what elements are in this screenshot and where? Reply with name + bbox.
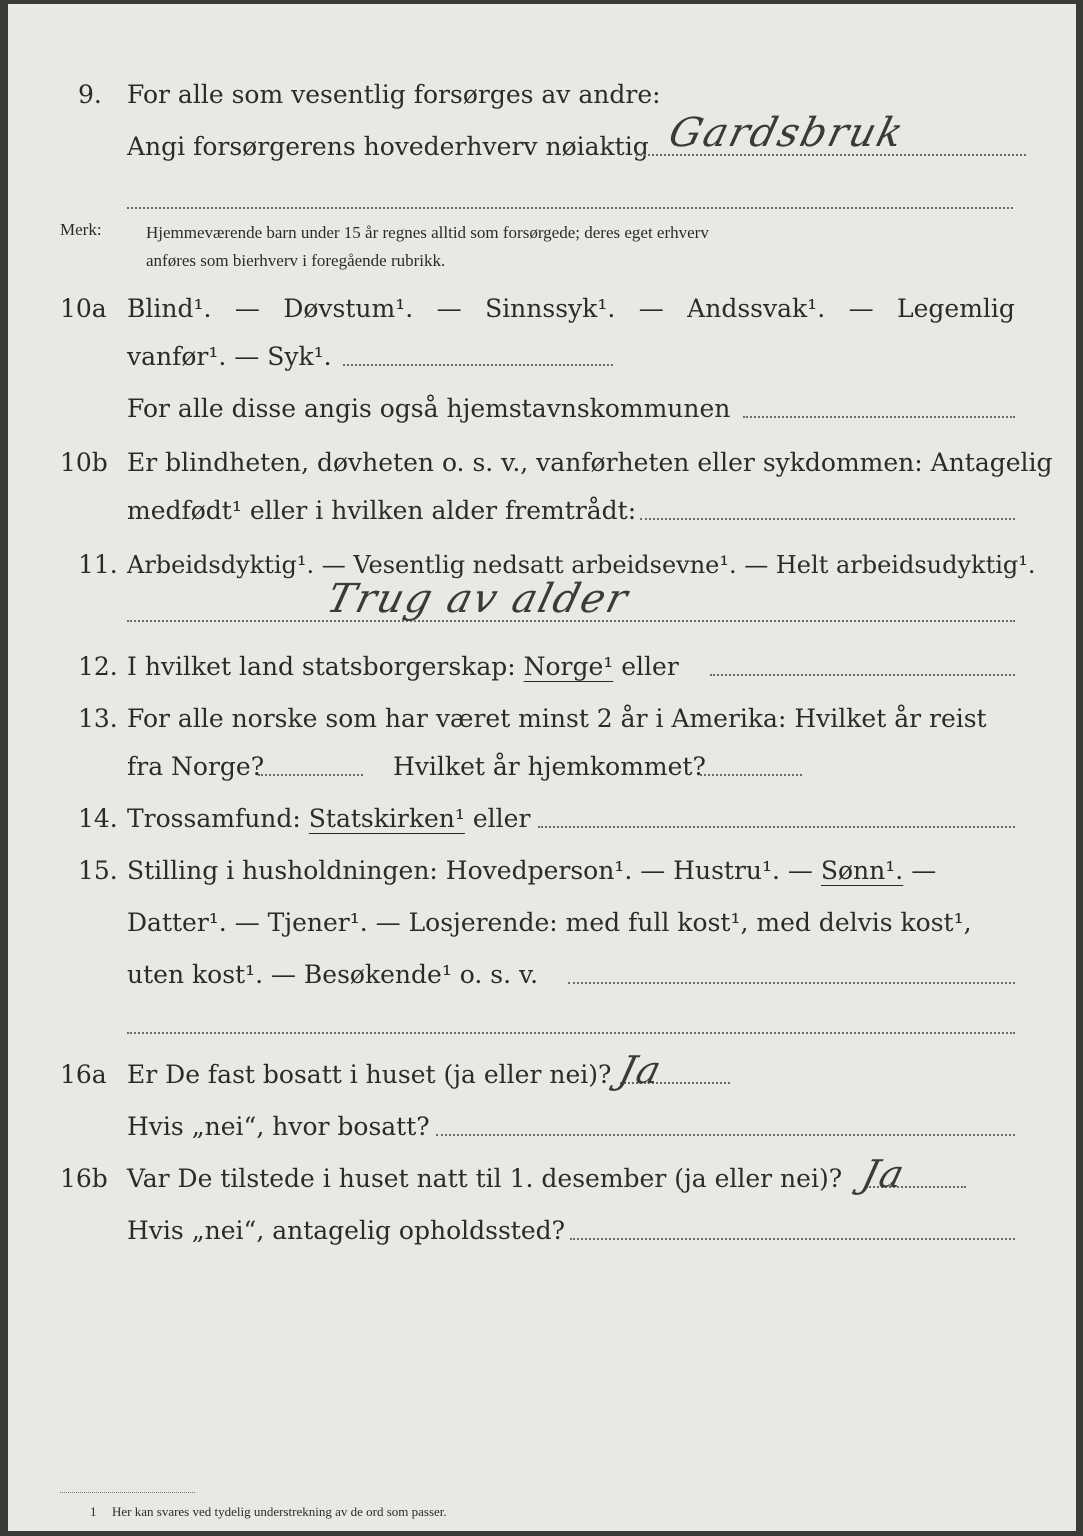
q10a-sinnssyk: Sinnssyk¹. [485, 294, 616, 323]
q10a-dash2: — [436, 294, 462, 323]
q10a-legemlig: Legemlig [897, 294, 1015, 323]
q15-line1a: Stilling i husholdningen: Hovedperson¹. — Hustru¹. — [127, 856, 813, 885]
q15-extra-line[interactable] [127, 1032, 1015, 1034]
q12-answer-line[interactable] [710, 674, 1015, 676]
q16b-opholdssted-line[interactable] [570, 1238, 1015, 1240]
q14-number: 14. [78, 804, 118, 833]
q13-number: 13. [78, 704, 118, 733]
q14-statskirken: Statskirken¹ [308, 804, 465, 833]
q10a-line1 [127, 294, 1015, 324]
q13-hjemkommet-line[interactable] [700, 774, 802, 776]
q14-line [127, 804, 530, 834]
q14-suffix: eller [472, 804, 531, 833]
q10a-dovstum: Døvstum¹. [283, 294, 414, 323]
q9-handwritten-answer: Gardsbruk [664, 110, 910, 156]
q15-answer-line[interactable] [568, 982, 1015, 984]
q15-line3: uten kost¹. — Besøkende¹ o. s. v. [127, 960, 539, 989]
q16b-line2: Hvis „nei“, antagelig opholdssted? [127, 1216, 566, 1245]
q16a-number: 16a [60, 1060, 107, 1089]
q10a-line2: vanfør¹. — Syk¹. [127, 342, 332, 371]
q13-line2a: fra Norge? [127, 752, 265, 781]
q9-line2: Angi forsørgerens hovederhverv nøiaktig [127, 132, 649, 161]
q16a-line2: Hvis „nei“, hvor bosatt? [127, 1112, 430, 1141]
q15-line2: Datter¹. — Tjener¹. — Losjerende: med full kost¹, med delvis kost¹, [127, 908, 972, 937]
q12-line [127, 652, 679, 682]
merk-line1: Hjemmeværende barn under 15 år regnes alltid som forsørgede; deres eget erhverv [146, 223, 709, 242]
q14-answer-line[interactable] [538, 826, 1015, 828]
q10b-line1: Er blindheten, døvheten o. s. v., vanførheten eller sykdommen: Antagelig [127, 448, 1053, 477]
q16b-number: 16b [60, 1164, 108, 1193]
q12-suffix: eller [621, 652, 679, 681]
q15-number: 15. [78, 856, 118, 885]
q16a-handwritten-answer: Ja [614, 1048, 668, 1092]
q15-sonn: Sønn¹. [820, 856, 904, 885]
merk-label: Merk: [60, 220, 102, 239]
q10a-dash1: — [234, 294, 260, 323]
q10b-number: 10b [60, 448, 108, 477]
q11-line1: Arbeidsdyktig¹. — Vesentlig nedsatt arbeidsevne¹. — Helt arbeidsudyktig¹. [127, 551, 1036, 579]
q10a-dash3: — [638, 294, 664, 323]
q16b-handwritten-answer: Ja [857, 1152, 911, 1196]
q9-number: 9. [78, 80, 102, 109]
q16b-line1: Var De tilstede i huset natt til 1. desember (ja eller nei)? [127, 1164, 843, 1193]
footnote-rule [60, 1492, 195, 1493]
census-form-page [8, 4, 1076, 1531]
q10b-answer-line[interactable] [640, 518, 1015, 520]
q10b-line2: medfødt¹ eller i hvilken alder fremtrådt: [127, 496, 637, 525]
q13-line1: For alle norske som har været minst 2 år i Amerika: Hvilket år reist [127, 704, 987, 733]
q10a-line3: For alle disse angis også hjemstavnskommunen [127, 394, 731, 423]
q15-line1c: — [911, 856, 937, 885]
q10a-hjemstavn-line[interactable] [743, 416, 1015, 418]
q10a-dash4: — [848, 294, 874, 323]
q11-handwritten-answer: Trug av alder [322, 576, 634, 622]
footnote-marker: 1 [90, 1504, 97, 1519]
q10a-number: 10a [60, 294, 107, 323]
merk-line2: anføres som bierhverv i foregående rubrikk. [146, 251, 446, 270]
q12-number: 12. [78, 652, 118, 681]
q16a-line1: Er De fast bosatt i huset (ja eller nei)? [127, 1060, 612, 1089]
q14-prefix: Trossamfund: [127, 804, 301, 833]
q10a-andssvak: Andssvak¹. [687, 294, 826, 323]
q10a-syk-line[interactable] [343, 364, 613, 366]
footnote-text: Her kan svares ved tydelig understrekning av de ord som passer. [112, 1504, 447, 1519]
q13-reist-line[interactable] [258, 774, 363, 776]
q10a-blind: Blind¹. [127, 294, 212, 323]
q12-prefix: I hvilket land statsborgerskap: [127, 652, 516, 681]
q12-norge: Norge¹ [523, 652, 614, 681]
q13-line2b: Hvilket år hjemkommet? [393, 752, 706, 781]
q16a-bosatt-line[interactable] [436, 1134, 1015, 1136]
q11-number: 11. [78, 550, 118, 579]
q9-line1: For alle som vesentlig forsørges av andre: [127, 80, 661, 109]
q9-extra-line[interactable] [127, 207, 1013, 209]
q15-line1 [127, 856, 936, 886]
